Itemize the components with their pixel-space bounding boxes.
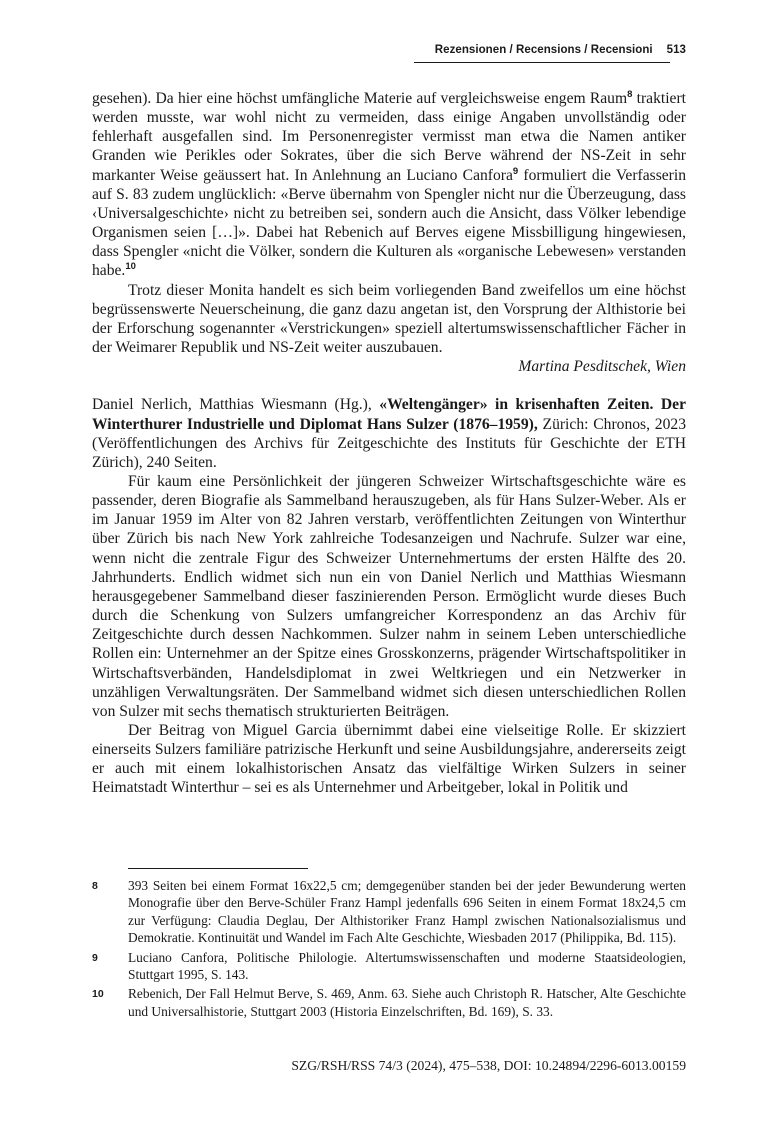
header-rule [414, 62, 670, 63]
review-editors: Daniel Nerlich, Matthias Wiesmann (Hg.), [92, 396, 380, 414]
footnote-number: 9 [92, 951, 98, 964]
page-number: 513 [666, 44, 686, 56]
footnote-number: 10 [92, 988, 104, 1001]
footnote-rule [128, 868, 308, 869]
footnotes [92, 877, 686, 1022]
footnote-ref-8[interactable]: 8 [627, 89, 633, 100]
page-footer-citation: SZG/RSH/RSS 74/3 (2024), 475–538, DOI: 10.24894/2296-6013.00159 [291, 1058, 686, 1073]
footnote-text: Luciano Canfora, Politische Philologie. Altertumswissenschaften und moderne Staatsideologien, Stuttgart 1995, S. 143. [128, 949, 686, 983]
footnote-8 [92, 877, 686, 947]
running-head-section: Rezensionen / Recensions / Recensioni [434, 44, 653, 56]
paragraph-1: gesehen). Da hier eine höchst umfängliche Materie auf vergleichsweise engem Raum$^8$ traktiert werden musste, war wohl nicht zu vermeiden, dass einige Angaben unvollständig oder fehlerhaft ausgefallen sind. Im Personenregister vermisst man etwa die Namen antiker Granden wie Perikles oder Sokrates, über die sich Berve während der NS-Zeit in sehr markanter Weise geäussert hat. In Anlehnung an Luciano Canfora$^9$ formuliert die Verfasserin auf S. 83 zudem unglücklich: «Berve übernahm von Spengler nicht nur die Überzeugung, dass ‹Universalgeschichte› nicht zu betreiben sei, sondern auch die Ansicht, dass Völker lebendige Organismen seien […]». Dabei hat Rebenich auf Berves eigene Missbilligung hingewiesen, dass Spengler «nicht die Völker, sondern die Kulturen als «organische Lebewesen» verstanden habe.$^{10}$ [92, 89, 687, 280]
review-publication: Zürich: Chronos, 2023 (Veröffentlichungen des Archivs für Zeitgeschichte des Instituts für Geschichte der ETH Zürich), 240 Seiten. [92, 415, 686, 471]
review-heading [92, 395, 686, 472]
footnote-10 [92, 985, 686, 1020]
footnote-text: 393 Seiten bei einem Format 16x22,5 cm; demgegenüber standen bei der jeder Bewunderung werten Monografie über den Berve-Schüler Franz Hampl jedenfalls 696 Seiten in einem Format 18x24,5 cm zur Verfügung: Claudia Deglau, Der Althistoriker Franz Hampl zwischen Nationalsozialismus und Demokratie. Kontinuität und Wandel im Fach Alte Geschichte, Wiesbaden 2017 (Philippika, Bd. 115). [128, 878, 686, 946]
review-separator [92, 376, 686, 395]
review-book-title: «Weltengänger» in krisenhaften Zeiten. Der Winterthurer Industrielle und Diplomat Hans Sulzer (1876–1959), [92, 396, 686, 433]
footnote-text: Rebenich, Der Fall Helmut Berve, S. 469, Anm. 63. Siehe auch Christoph R. Hatscher, Alte Geschichte und Universalhistorie, Stuttgart 2003 (Historia Einzelschriften, Bd. 169), S. 33. [128, 986, 686, 1019]
paragraph-3: Für kaum eine Persönlichkeit der jüngeren Schweizer Wirtschaftsgeschichte wäre es passender, deren Biografie als Sammelband herauszugeben, als für Hans Sulzer-Weber. Als er im Januar 1959 im Alter von 82 Jahren verstarb, veröffentlichten Zeitungen von Winterthur über Zürich bis nach New York zahlreiche Todesanzeigen und Nachrufe. Sulzer war eine, wenn nicht die zentrale Figur des Schweizer Unternehmertums der ersten Hälfte des 20. Jahrhunderts. Endlich widmet sich nun ein von Daniel Nerlich und Matthias Wiesmann herausgegebener Sammelband dieser faszinierenden Person. Ermöglicht wurde dieses Buch durch die Schenkung von Sulzers umfangreicher Korrespondenz an das Archiv für Zeitgeschichte durch dessen Nachkommen. Sulzer nahm in seinem Leben unterschiedliche Rollen ein: Unternehmer an der Spitze eines Grosskonzerns, prägender Wirtschaftspolitiker in Wirtschaftsverbänden, Handelsdiplomat in zwei Weltkriegen und ein Netzwerker in unzähligen Verwaltungsräten. Der Sammelband widmet sich diesen unterschiedlichen Rollen von Sulzer mit sechs thematisch strukturierten Beiträgen. [92, 472, 686, 720]
footnote-number: 8 [92, 880, 98, 892]
footnote-ref-9[interactable]: 9 [512, 165, 519, 177]
review-signature: Martina Pesditschek, Wien [518, 358, 686, 376]
running-head [92, 44, 686, 56]
footnote-9 [92, 949, 686, 984]
footnote-ref-10[interactable]: 10 [125, 261, 136, 273]
paragraph-4: Der Beitrag von Miguel Garcia übernimmt dabei eine vielseitige Rolle. Er skizziert einerseits Sulzers familiäre patrizische Herkunft und seine Ausbildungsjahre, andererseits zeigt er auch mit einem lokalhistorischen Ansatz das vielfältige Wirken Sulzers in seiner Heimatstadt Winterthur – sei es als Unternehmer und Arbeitgeber, lokal in Politik und [92, 722, 686, 797]
paragraph-2: Trotz dieser Monita handelt es sich beim vorliegenden Band zweifellos um eine höchst begrüssenswerte Neuerscheinung, die ganz dazu angetan ist, den Vorsprung der Althistorie bei der Erforschung sogenannter «Verstrickungen» speziell altertumswissenschaftlicher Fächer in der Weimarer Republik und NS-Zeit weiter auszubauen. [92, 281, 686, 357]
article-body [92, 89, 686, 798]
